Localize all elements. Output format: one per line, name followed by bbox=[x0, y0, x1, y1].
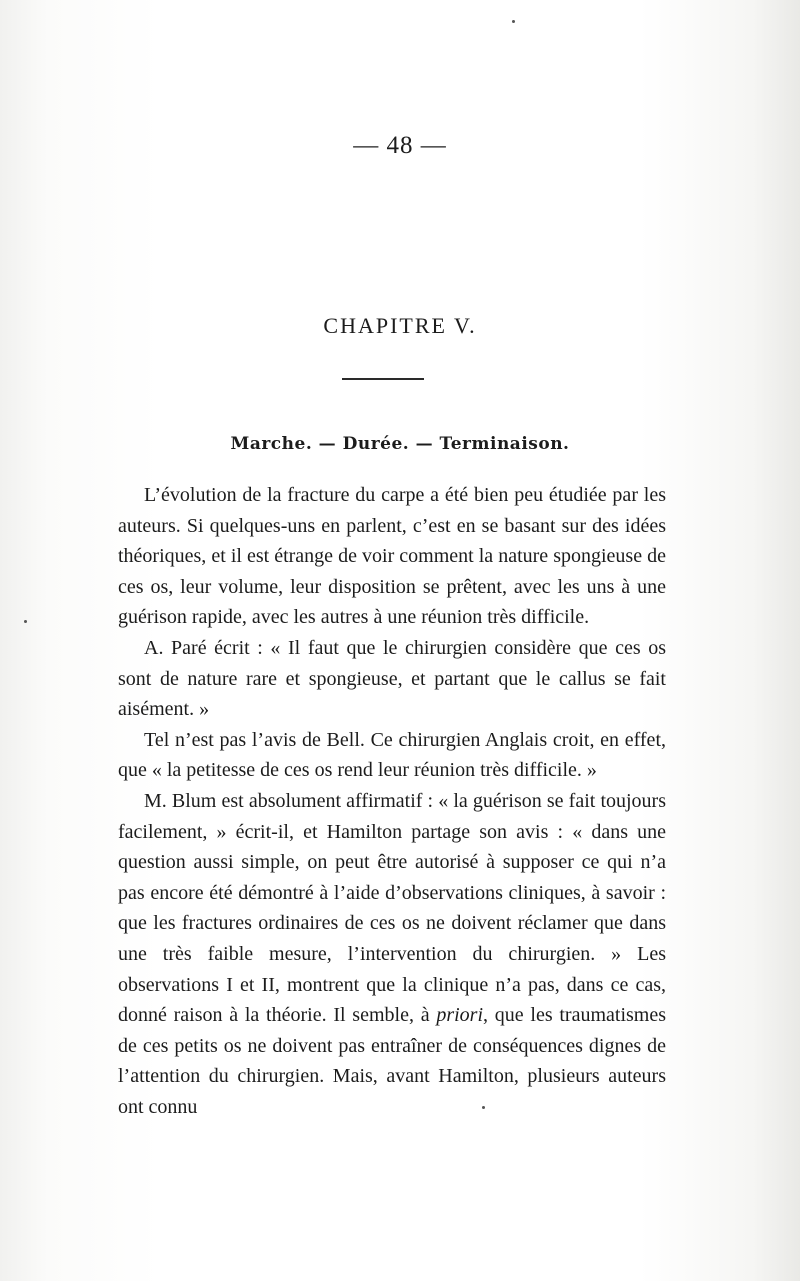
paragraph: Tel n’est pas l’avis de Bell. Ce chirurgien Anglais croit, en effet, que « la petitesse de ces os rend leur réunion très difficile. » bbox=[118, 728, 666, 782]
chapter-title: CHAPITRE V. bbox=[323, 313, 477, 338]
page-speck bbox=[512, 20, 515, 23]
paragraph: L’évolution de la fracture du carpe a été bien peu étudiée par les auteurs. Si quelques-uns en parlent, c’est en se basant sur des idées théoriques, et il est étrange de voir comment la nature spongieuse de ces os, leur volume, leur disposition se prêtent, avec les uns à une guérison rapide, avec les autres à une réunion très difficile. bbox=[118, 484, 666, 629]
chapter-divider bbox=[342, 378, 424, 380]
italic-phrase: priori bbox=[436, 1004, 484, 1027]
body-text bbox=[118, 480, 666, 1122]
page-number: — 48 — bbox=[353, 132, 447, 159]
section-heading: Marche. — Durée. — Terminaison. bbox=[230, 434, 570, 454]
paragraph-text: M. Blum est absolument affirmatif : « la guérison se fait toujours facilement, » écrit-il, et Hamilton partage son avis : « dans une question aussi simple, on peut être autorisé à supposer ce qui n’a pas encore été démontré à l’aide d’observations cliniques, à savoir : que les fractures ordinaires de ces os ne doivent réclamer que dans une très faible mesure, l’intervention du chirurgien. » Les observations I et II, montrent que la clinique n’a pas, dans ce cas, donné raison à la théorie. Il semble, à bbox=[118, 789, 666, 1027]
paragraph: A. Paré écrit : « Il faut que le chirurgien considère que ces os sont de nature rare et spongieuse, et partant que le callus se fait aisément. » bbox=[118, 636, 666, 721]
paragraph-text: , que les traumatismes de ces petits os ne doivent pas entraîner de conséquences dignes de l’attention du chirurgien. Mais, avant Hamilton, plusieurs auteurs ont connu bbox=[118, 1004, 666, 1118]
page-speck bbox=[482, 1106, 485, 1109]
paragraph bbox=[118, 786, 666, 1123]
page-speck bbox=[24, 620, 27, 623]
